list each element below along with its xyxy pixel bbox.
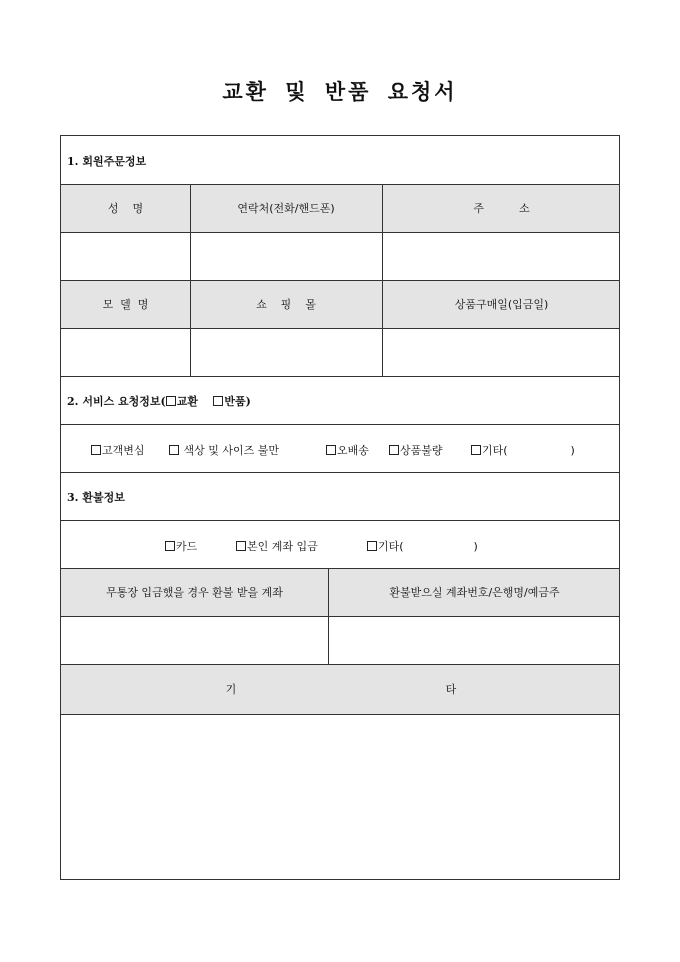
section2-title-text: 2. 서비스 요청정보( — [67, 395, 166, 408]
purchase-date-field[interactable] — [382, 328, 621, 376]
option-change-of-mind[interactable] — [91, 442, 145, 458]
exchange-label: 교환 — [176, 395, 198, 408]
name-field[interactable] — [61, 232, 190, 280]
checkbox[interactable] — [236, 541, 246, 551]
checkbox[interactable] — [326, 445, 336, 455]
account-details-field[interactable] — [328, 616, 621, 664]
return-checkbox[interactable] — [213, 396, 223, 406]
section1-title: 1. 회원주문정보 — [67, 155, 147, 168]
header-refund-account: 무통장 입금했을 경우 환불 받을 계좌 — [106, 586, 283, 599]
etc-header-row — [61, 664, 619, 714]
option-label: 오배송 — [337, 444, 369, 457]
divider — [61, 472, 619, 473]
option-label: 고객변심 — [102, 444, 145, 457]
header-purchase-date: 상품구매일(입금일) — [454, 298, 549, 311]
option-color-size[interactable] — [169, 442, 279, 458]
model-field[interactable] — [61, 328, 190, 376]
divider — [61, 424, 619, 425]
contact-field[interactable] — [190, 232, 382, 280]
checkbox[interactable] — [169, 445, 179, 455]
option-label: 기타( ) — [378, 540, 478, 553]
page-title: 교환 및 반품 요청서 — [222, 79, 458, 104]
etc-label-left: 기 — [225, 683, 237, 696]
option-label: 상품불량 — [400, 444, 443, 457]
refund-own-account[interactable] — [236, 538, 318, 554]
header-address: 주 소 — [473, 202, 530, 215]
divider — [61, 520, 619, 521]
option-label: 카드 — [176, 540, 198, 553]
checkbox[interactable] — [91, 445, 101, 455]
checkbox[interactable] — [165, 541, 175, 551]
address-field[interactable] — [382, 232, 621, 280]
section2-title — [67, 393, 251, 409]
option-wrong-delivery[interactable] — [326, 442, 369, 458]
option-label: 기타( ) — [482, 444, 575, 457]
divider — [61, 664, 619, 665]
checkbox[interactable] — [367, 541, 377, 551]
request-form — [60, 135, 620, 880]
header-account-details: 환불받으실 계좌번호/은행명/예금주 — [389, 586, 560, 599]
exchange-checkbox[interactable] — [166, 396, 176, 406]
header-model: 모 델 명 — [102, 298, 149, 311]
refund-account-field[interactable] — [61, 616, 328, 664]
option-label: 색상 및 사이즈 불만 — [183, 444, 279, 457]
checkbox[interactable] — [389, 445, 399, 455]
section3-title: 3. 환불정보 — [67, 491, 125, 504]
checkbox[interactable] — [471, 445, 481, 455]
return-label: 반품) — [224, 395, 251, 408]
divider — [61, 376, 619, 377]
refund-card[interactable] — [165, 538, 197, 554]
etc-field[interactable] — [61, 714, 619, 879]
option-defective[interactable] — [389, 442, 443, 458]
refund-other[interactable] — [367, 538, 478, 554]
etc-label-right: 타 — [445, 683, 457, 696]
header-name: 성 명 — [107, 202, 144, 215]
option-other[interactable] — [471, 442, 575, 458]
option-label: 본인 계좌 입금 — [247, 540, 318, 553]
shop-field[interactable] — [190, 328, 382, 376]
header-shop: 쇼 핑 몰 — [256, 298, 316, 311]
header-contact: 연락처(전화/핸드폰) — [237, 202, 335, 215]
